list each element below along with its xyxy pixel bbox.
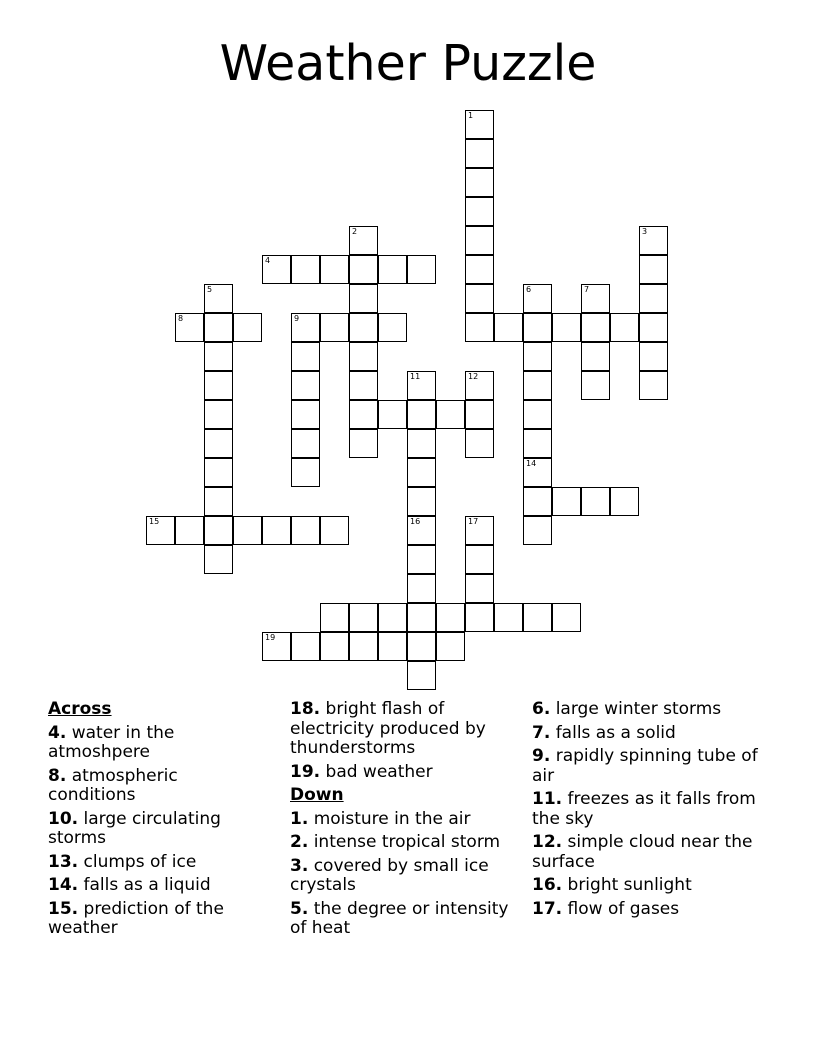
grid-cell[interactable] — [407, 487, 436, 516]
grid-cell[interactable] — [233, 313, 262, 342]
clue-item-text: large circulating storms — [48, 808, 221, 848]
clue-item — [290, 763, 510, 783]
clue-item — [290, 900, 510, 939]
clue-item — [48, 876, 248, 896]
clue-item-text: flow of gases — [562, 898, 680, 919]
grid-cell[interactable] — [523, 342, 552, 371]
grid-cell[interactable] — [436, 632, 465, 661]
clue-item-number: 12. — [532, 832, 563, 852]
clue-number: 5 — [207, 285, 213, 294]
grid-cell[interactable] — [291, 429, 320, 458]
clue-item — [532, 833, 762, 872]
grid-cell[interactable] — [436, 603, 465, 632]
grid-cell[interactable] — [639, 371, 668, 400]
grid-cell[interactable] — [291, 400, 320, 429]
clue-item — [532, 876, 762, 896]
grid-cell[interactable] — [291, 516, 320, 545]
grid-cell[interactable] — [465, 197, 494, 226]
grid-cell[interactable] — [407, 574, 436, 603]
clue-item-number: 9. — [532, 746, 551, 766]
clue-item — [48, 810, 248, 849]
clue-item — [48, 853, 248, 873]
clue-item-text: bright flash of electricity produced by thunderstorms — [290, 699, 486, 758]
grid-cell[interactable] — [581, 487, 610, 516]
grid-cell[interactable] — [291, 458, 320, 487]
grid-cell[interactable] — [204, 516, 233, 545]
clue-item-text: simple cloud near the surface — [532, 832, 753, 872]
clue-item-text: prediction of the weather — [48, 898, 224, 938]
clue-item — [290, 857, 510, 896]
grid-cell[interactable] — [465, 313, 494, 342]
clue-item-number: 7. — [532, 722, 551, 743]
clue-number: 15 — [149, 517, 160, 526]
clue-item-text: bad weather — [320, 761, 433, 782]
grid-cell[interactable] — [465, 110, 494, 139]
grid-cell[interactable] — [378, 255, 407, 284]
clue-number: 11 — [410, 372, 421, 381]
clue-number: 6 — [526, 285, 532, 294]
grid-cell[interactable] — [523, 429, 552, 458]
grid-cell[interactable] — [204, 487, 233, 516]
grid-cell[interactable] — [523, 400, 552, 429]
clue-item-number: 10. — [48, 808, 79, 829]
clue-item-number: 8. — [48, 765, 67, 786]
grid-cell[interactable] — [291, 632, 320, 661]
clue-item-text: atmospheric conditions — [48, 765, 178, 805]
grid-cell[interactable] — [204, 545, 233, 574]
clues-column-1 — [48, 700, 248, 943]
grid-cell[interactable] — [291, 371, 320, 400]
clue-item-number: 17. — [532, 898, 563, 919]
grid-cell[interactable] — [639, 342, 668, 371]
grid-cell[interactable] — [494, 603, 523, 632]
grid-cell[interactable] — [378, 603, 407, 632]
grid-cell[interactable] — [465, 574, 494, 603]
clue-number: 16 — [410, 517, 421, 526]
grid-cell[interactable] — [204, 429, 233, 458]
grid-cell[interactable] — [523, 487, 552, 516]
grid-cell[interactable] — [349, 255, 378, 284]
grid-cell[interactable] — [523, 284, 552, 313]
grid-cell[interactable] — [465, 284, 494, 313]
grid-cell[interactable] — [523, 458, 552, 487]
grid-cell[interactable] — [552, 603, 581, 632]
grid-cell[interactable] — [378, 400, 407, 429]
grid-cell[interactable] — [465, 545, 494, 574]
grid-cell[interactable] — [204, 284, 233, 313]
grid-cell[interactable] — [581, 371, 610, 400]
grid-cell[interactable] — [552, 487, 581, 516]
grid-cell[interactable] — [320, 255, 349, 284]
grid-cell[interactable] — [407, 661, 436, 690]
clue-item-text: falls as a solid — [550, 722, 676, 743]
grid-cell[interactable] — [146, 516, 175, 545]
grid-cell[interactable] — [523, 313, 552, 342]
clues-column-2 — [290, 700, 510, 943]
grid-cell[interactable] — [465, 139, 494, 168]
clue-item-number: 11. — [532, 789, 563, 809]
grid-cell[interactable] — [465, 516, 494, 545]
clue-item — [532, 900, 762, 920]
grid-cell[interactable] — [523, 371, 552, 400]
grid-cell[interactable] — [494, 313, 523, 342]
grid-cell[interactable] — [204, 458, 233, 487]
clue-item-number: 6. — [532, 699, 551, 719]
clue-item-number: 3. — [290, 855, 309, 876]
grid-cell[interactable] — [233, 516, 262, 545]
clue-item — [48, 900, 248, 939]
clue-item-text: freezes as it falls from the sky — [532, 789, 756, 829]
clue-number: 7 — [584, 285, 590, 294]
clue-item-number: 2. — [290, 832, 309, 852]
clue-item-text: falls as a liquid — [78, 875, 211, 895]
clue-item-number: 13. — [48, 851, 79, 872]
clue-number: 14 — [526, 459, 537, 468]
grid-cell[interactable] — [465, 429, 494, 458]
across-clue-list-continued — [290, 700, 510, 782]
clue-item-number: 14. — [48, 875, 79, 895]
clue-item — [532, 790, 762, 829]
grid-cell[interactable] — [262, 516, 291, 545]
grid-cell[interactable] — [320, 516, 349, 545]
grid-cell[interactable] — [407, 632, 436, 661]
down-clue-list — [290, 810, 510, 939]
grid-cell[interactable] — [465, 603, 494, 632]
grid-cell[interactable] — [581, 284, 610, 313]
clue-item — [290, 833, 510, 853]
clue-item — [48, 724, 248, 763]
clue-number: 19 — [265, 633, 276, 642]
grid-cell[interactable] — [407, 516, 436, 545]
clue-item-number: 5. — [290, 898, 309, 919]
grid-cell[interactable] — [320, 603, 349, 632]
grid-cell[interactable] — [349, 226, 378, 255]
clue-item-number: 15. — [48, 898, 79, 919]
grid-cell[interactable] — [407, 255, 436, 284]
clue-item — [290, 700, 510, 759]
grid-cell[interactable] — [291, 342, 320, 371]
grid-cell[interactable] — [407, 371, 436, 400]
grid-cell[interactable] — [523, 516, 552, 545]
clue-number: 3 — [642, 227, 648, 236]
grid-cell[interactable] — [407, 545, 436, 574]
clue-item-text: clumps of ice — [78, 851, 197, 872]
clue-item — [532, 724, 762, 744]
clue-item-number: 18. — [290, 699, 321, 719]
grid-cell[interactable] — [349, 429, 378, 458]
grid-cell[interactable] — [349, 400, 378, 429]
clue-number: 4 — [265, 256, 271, 265]
clue-number: 9 — [294, 314, 300, 323]
clue-number: 8 — [178, 314, 184, 323]
clue-item — [48, 767, 248, 806]
clue-number: 2 — [352, 227, 358, 236]
grid-cell[interactable] — [175, 516, 204, 545]
grid-cell[interactable] — [407, 400, 436, 429]
grid-cell[interactable] — [204, 313, 233, 342]
clue-item-number: 16. — [532, 875, 563, 895]
grid-cell[interactable] — [581, 313, 610, 342]
grid-cell[interactable] — [407, 429, 436, 458]
clue-item-text: moisture in the air — [308, 808, 471, 829]
grid-cell[interactable] — [407, 458, 436, 487]
clue-item-number: 19. — [290, 761, 321, 782]
across-heading: Across — [48, 699, 112, 719]
grid-cell[interactable] — [465, 226, 494, 255]
clue-item-text: the degree or intensity of heat — [290, 898, 509, 938]
grid-cell[interactable] — [291, 255, 320, 284]
clue-item-text: water in the atmoshpere — [48, 722, 175, 762]
grid-cell[interactable] — [204, 342, 233, 371]
grid-cell[interactable] — [349, 313, 378, 342]
grid-cell[interactable] — [610, 313, 639, 342]
clue-item-text: bright sunlight — [562, 875, 692, 895]
grid-cell[interactable] — [204, 371, 233, 400]
clue-number: 1 — [468, 111, 474, 120]
grid-cell[interactable] — [204, 400, 233, 429]
grid-cell[interactable] — [175, 313, 204, 342]
grid-cell[interactable] — [378, 632, 407, 661]
clue-number: 17 — [468, 517, 479, 526]
across-clue-list — [48, 724, 248, 939]
clue-item-text: rapidly spinning tube of air — [532, 746, 758, 786]
grid-cell[interactable] — [639, 226, 668, 255]
clue-item — [532, 747, 762, 786]
grid-cell[interactable] — [465, 400, 494, 429]
clues-column-3 — [532, 700, 762, 923]
clue-item-text: intense tropical storm — [308, 832, 501, 852]
grid-cell[interactable] — [436, 400, 465, 429]
grid-cell[interactable] — [581, 342, 610, 371]
puzzle-title: Weather Puzzle — [219, 35, 597, 92]
grid-cell[interactable] — [465, 168, 494, 197]
grid-cell[interactable] — [407, 603, 436, 632]
grid-cell[interactable] — [465, 371, 494, 400]
clue-item — [290, 810, 510, 830]
grid-cell[interactable] — [291, 313, 320, 342]
grid-cell[interactable] — [349, 342, 378, 371]
grid-cell[interactable] — [639, 313, 668, 342]
grid-cell[interactable] — [610, 487, 639, 516]
clue-item-number: 4. — [48, 722, 67, 743]
grid-cell[interactable] — [349, 603, 378, 632]
grid-cell[interactable] — [320, 313, 349, 342]
grid-cell[interactable] — [639, 255, 668, 284]
clue-item-text: covered by small ice crystals — [290, 855, 489, 895]
down-heading: Down — [290, 785, 344, 805]
grid-cell[interactable] — [378, 313, 407, 342]
grid-cell[interactable] — [523, 603, 552, 632]
grid-cell[interactable] — [465, 255, 494, 284]
grid-cell[interactable] — [349, 371, 378, 400]
clue-item-number: 1. — [290, 808, 309, 829]
clue-item — [532, 700, 762, 720]
grid-cell[interactable] — [552, 313, 581, 342]
grid-cell[interactable] — [349, 284, 378, 313]
clue-item-text: large winter storms — [550, 699, 722, 719]
grid-cell[interactable] — [262, 255, 291, 284]
clue-number: 12 — [468, 372, 479, 381]
down-clue-list-continued — [532, 700, 762, 919]
grid-cell[interactable] — [262, 632, 291, 661]
grid-cell[interactable] — [349, 632, 378, 661]
grid-cell[interactable] — [320, 632, 349, 661]
grid-cell[interactable] — [639, 284, 668, 313]
